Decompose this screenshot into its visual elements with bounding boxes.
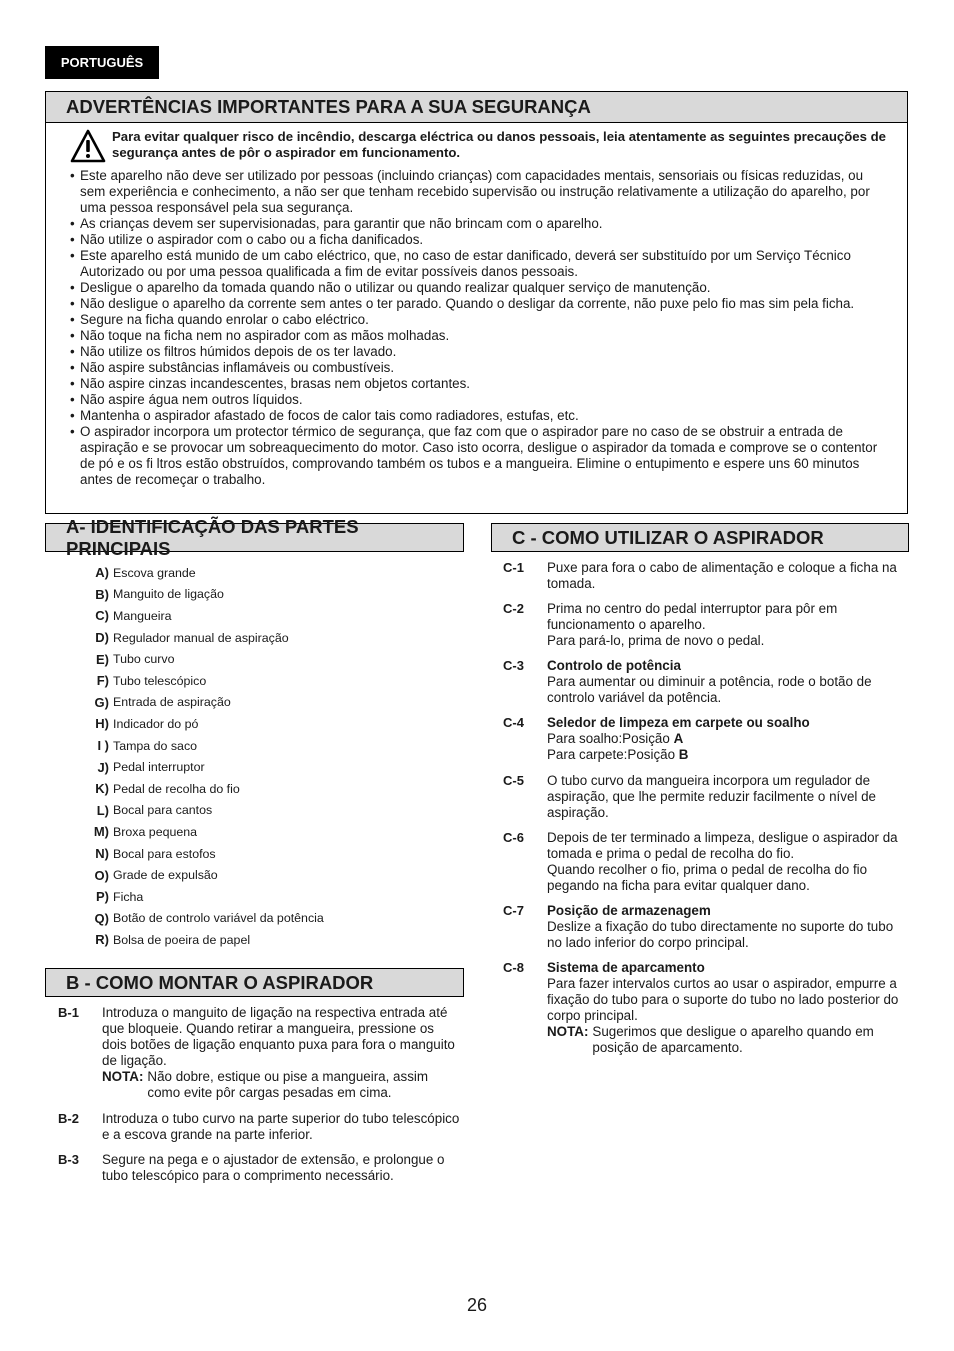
part-item: [80, 756, 440, 778]
part-item: [80, 584, 440, 606]
step-code: C-3: [503, 658, 524, 673]
part-desc: Bocal para cantos: [113, 803, 213, 818]
safety-bullet: • Mantenha o aspirador afastado de focos de calor tais como radiadores, estufas, etc.: [70, 408, 887, 424]
part-letter: F): [96, 673, 109, 689]
step-text: Para aumentar ou diminuir a potência, rode o botão de controlo variável da potência.: [547, 674, 872, 705]
part-item: [80, 929, 440, 951]
part-letter: J): [97, 759, 109, 775]
step-text-2: Quando recolher o fio, prima o pedal de recolha do fio pegando na ficha para evitar qualquer dano.: [547, 862, 868, 893]
assembly-title: B - COMO MONTAR O ASPIRADOR: [45, 968, 464, 997]
step-code: C-4: [503, 715, 524, 730]
part-letter: K): [95, 781, 109, 797]
part-desc: Pedal de recolha do fio: [113, 781, 240, 796]
page-number: 26: [466, 1295, 488, 1315]
step-code: C-6: [503, 830, 524, 845]
part-item: [80, 886, 440, 908]
safety-bullet: • Desligue o aparelho da tomada quando não o utilizar ou quando realizar qualquer serviço de manutenção.: [70, 280, 887, 296]
safety-bullet: • As crianças devem ser supervisionadas, para garantir que não brincam com o aparelho.: [70, 216, 887, 232]
step-body: [547, 658, 908, 706]
note-label: NOTA:: [547, 1024, 589, 1039]
part-desc: Mangueira: [113, 608, 172, 623]
safety-bullet: • Não aspire cinzas incandescentes, brasas nem objetos cortantes.: [70, 376, 887, 392]
part-item: [80, 562, 440, 584]
step-text: Puxe para fora o cabo de alimentação e coloque a ficha na tomada.: [547, 560, 897, 591]
part-letter: I ): [97, 738, 109, 754]
safety-bullet-list: [70, 168, 887, 488]
part-item: [80, 800, 440, 822]
step-code: B-1: [58, 1005, 79, 1020]
part-desc: Tubo curvo: [113, 652, 175, 667]
step-body: [547, 830, 908, 894]
safety-bullet: • Não desligue o aparelho da corrente sem antes o ter parado. Quando o desligar da corrente, não puxe pelo fio mas sim pela ficha.: [70, 296, 887, 312]
step-title: Controlo de potência: [547, 658, 681, 673]
part-desc: Tubo telescópico: [113, 673, 207, 688]
part-letter: H): [95, 716, 109, 732]
safety-bullet: • Não utilize o aspirador com o cabo ou a ficha danificados.: [70, 232, 887, 248]
step-code: B-2: [58, 1111, 79, 1126]
part-desc: Pedal interruptor: [113, 760, 205, 775]
parts-title: A- IDENTIFICAÇÃO DAS PARTES PRINCIPAIS: [45, 523, 464, 552]
step-text: Segure na pega e o ajustador de extensão, e prolongue o tubo telescópico para o comprimento necessário.: [102, 1152, 445, 1183]
part-letter: G): [94, 694, 109, 710]
warning-triangle-icon: [70, 129, 106, 163]
part-desc: Regulador manual de aspiração: [113, 630, 289, 645]
part-item: [80, 627, 440, 649]
safety-bullet: • Não aspire substâncias inflamáveis ou combustíveis.: [70, 360, 887, 376]
step-code: C-5: [503, 773, 524, 788]
part-letter: Q): [94, 910, 109, 926]
step-text: Depois de ter terminado a limpeza, desligue o aspirador da tomada e prima o pedal de recolha do fio.: [547, 830, 898, 861]
part-item: [80, 670, 440, 692]
step-text: Para fazer intervalos curtos ao usar o aspirador, empurre a fixação do tubo para o suporte do tubo no lado posterior do corpo principal.: [547, 976, 899, 1023]
step-c7: [503, 903, 908, 951]
usage-steps: [503, 560, 908, 1056]
assembly-steps: [58, 1005, 462, 1184]
part-item: [80, 843, 440, 865]
part-item: [80, 908, 440, 930]
part-item: [80, 821, 440, 843]
part-letter: D): [95, 630, 109, 646]
part-letter: O): [94, 867, 109, 883]
part-letter: R): [95, 932, 109, 948]
position-line: [547, 731, 908, 747]
part-item: [80, 648, 440, 670]
step-code: B-3: [58, 1152, 79, 1167]
note-text: Sugerimos que desligue o aparelho quando em posição de aparcamento.: [592, 1024, 874, 1055]
parts-list: [80, 562, 440, 951]
part-item: [80, 692, 440, 714]
step-body: [547, 960, 908, 1056]
step-text: Introduza o manguito de ligação na respectiva entrada até que bloqueie. Quando retirar a mangueira, pressione os dois botões de ligação enquanto puxa para fora o manguito de ligação.: [102, 1005, 455, 1068]
part-desc: Manguito de ligação: [113, 587, 224, 602]
part-letter: N): [95, 846, 109, 862]
step-text-2: Para pará-lo, prima de novo o pedal.: [547, 633, 765, 648]
usage-title: C - COMO UTILIZAR O ASPIRADOR: [491, 523, 909, 552]
safety-bullet: • Não toque na ficha nem no aspirador com as mãos molhadas.: [70, 328, 887, 344]
step-code: C-7: [503, 903, 524, 918]
part-item: [80, 713, 440, 735]
part-item: [80, 864, 440, 886]
part-letter: B): [95, 586, 109, 602]
step-note: [102, 1069, 462, 1101]
safety-bullet: • Não utilize os filtros húmidos depois de os ter lavado.: [70, 344, 887, 360]
step-text: O tubo curvo da mangueira incorpora um regulador de aspiração, que lhe permite reduzir facilmente o nível de aspiração.: [547, 773, 876, 820]
part-desc: Grade de expulsão: [113, 868, 218, 883]
step-b2: [58, 1111, 462, 1143]
step-c5: [503, 773, 908, 821]
step-text: Prima no centro do pedal interruptor para pôr em funcionamento o aparelho.: [547, 601, 838, 632]
part-letter: M): [93, 824, 109, 840]
step-c1: [503, 560, 908, 592]
position-value: A: [673, 731, 684, 746]
part-desc: Indicador do pó: [113, 716, 199, 731]
part-desc: Bocal para estofos: [113, 846, 216, 861]
position-label: Para carpete:Posição: [547, 747, 676, 762]
step-body: [547, 601, 908, 649]
part-letter: C): [95, 608, 109, 624]
step-c3: [503, 658, 908, 706]
step-body: [102, 1005, 462, 1101]
safety-bullet: • Segure na ficha quando enrolar o cabo eléctrico.: [70, 312, 887, 328]
part-letter: P): [96, 889, 109, 905]
part-desc: Tampa do saco: [113, 738, 198, 753]
position-value: B: [678, 747, 689, 762]
safety-bullet: • Este aparelho não deve ser utilizado por pessoas (incluindo crianças) com capacidades mentais, sensoriais ou físicas reduzidas, ou sem experiência e conhecimento, a não ser que tenham recebido supervisão ou instrução relativamente a utilização do aparelho, por uma pessoa responsável pela sua segurança.: [70, 168, 887, 216]
part-desc: Botão de controlo variável da potência: [113, 911, 324, 926]
step-c8: [503, 960, 908, 1056]
step-title: Posição de armazenagem: [547, 903, 711, 918]
step-b3: [58, 1152, 462, 1184]
step-body: [547, 715, 908, 763]
step-body: [547, 903, 908, 951]
step-b1: [58, 1005, 462, 1101]
step-c6: [503, 830, 908, 894]
safety-section: [45, 91, 908, 514]
note-text: Não dobre, estique ou pise a mangueira, assim como evite pôr cargas pesadas em cima.: [147, 1069, 429, 1100]
step-text: Introduza o tubo curvo na parte superior do tubo telescópico e a escova grande na parte inferior.: [102, 1111, 460, 1142]
step-code: C-8: [503, 960, 524, 975]
part-item: [80, 605, 440, 627]
step-c2: [503, 601, 908, 649]
part-letter: E): [96, 651, 109, 667]
safety-bullet: • O aspirador incorpora um protector térmico de segurança, que faz com que o aspirador pare no caso de se obstruir a entrada de aspiração e se provocar um sobreaquecimento do motor. Caso isto ocorra, desligue o aspirador da tomada e comprove se o contentor de pó e os fi ltros estão obstruídos, comprovando também os tubos e a mangueira. Elimine o entupimento e espere uns 60 minutos antes de recomeçar o trabalho.: [70, 424, 887, 488]
step-note: [547, 1024, 908, 1056]
language-tab: PORTUGUÊS: [45, 46, 159, 79]
position-label: Para soalho:Posição: [547, 731, 670, 746]
part-desc: Bolsa de poeira de papel: [113, 932, 251, 947]
part-desc: Escova grande: [113, 565, 196, 580]
safety-title: ADVERTÊNCIAS IMPORTANTES PARA A SUA SEGURANÇA: [46, 92, 907, 123]
warning-row: [70, 129, 887, 163]
step-text: Deslize a fixação do tubo directamente no suporte do tubo no lado inferior do corpo principal.: [547, 919, 894, 950]
step-title: Sistema de aparcamento: [547, 960, 705, 975]
step-code: C-1: [503, 560, 524, 575]
step-code: C-2: [503, 601, 524, 616]
safety-bullet: • Não aspire água nem outros líquidos.: [70, 392, 887, 408]
position-line: [547, 747, 908, 763]
safety-bullet: • Este aparelho está munido de um cabo eléctrico, que, no caso de estar danificado, deverá ser substituído por um Serviço Técnico Autorizado ou por uma pessoa qualificada a fim de evitar possíveis danos pessoais.: [70, 248, 887, 280]
part-desc: Entrada de aspiração: [113, 695, 231, 710]
warning-text: Para evitar qualquer risco de incêndio, descarga eléctrica ou danos pessoais, leia atentamente as seguintes precauções de segurança antes de pôr o aspirador em funcionamento.: [112, 129, 886, 160]
part-desc: Broxa pequena: [113, 824, 198, 839]
part-letter: A): [95, 565, 109, 581]
step-title: Seledor de limpeza em carpete ou soalho: [547, 715, 810, 730]
part-desc: Ficha: [113, 889, 144, 904]
part-letter: L): [96, 802, 109, 818]
part-item: [80, 735, 440, 757]
part-item: [80, 778, 440, 800]
step-c4: [503, 715, 908, 763]
note-label: NOTA:: [102, 1069, 144, 1084]
